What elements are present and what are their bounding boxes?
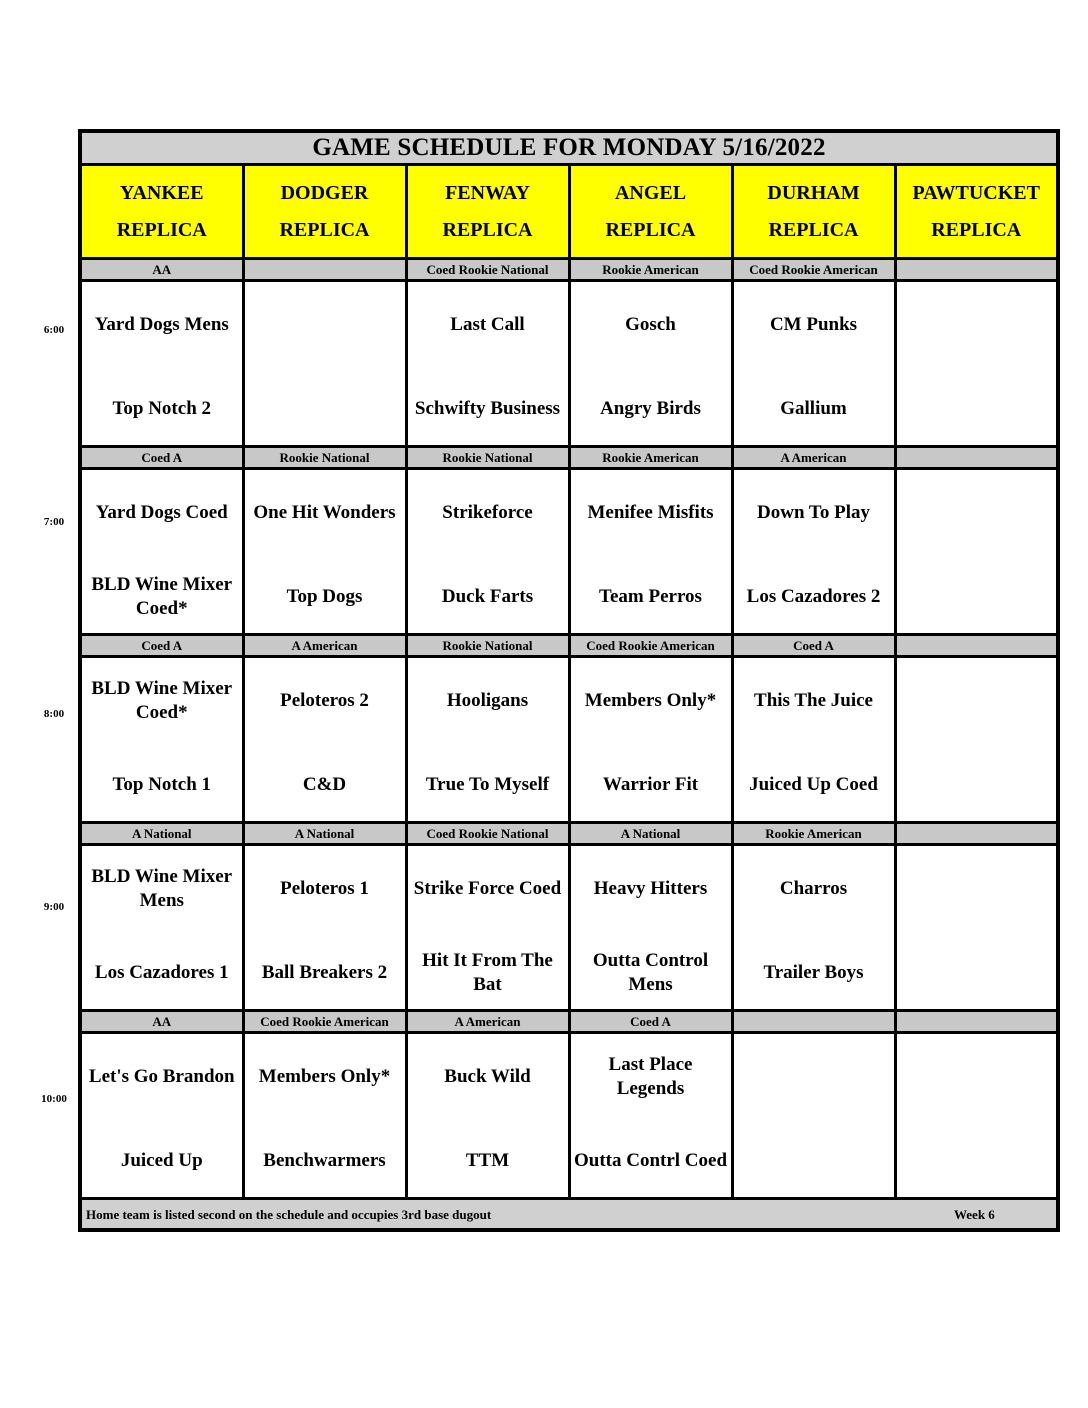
home-team	[897, 758, 1057, 812]
time-label: 7:00	[43, 516, 65, 528]
division-label: Rookie National	[243, 447, 406, 469]
field-header	[80, 165, 243, 259]
game-cell	[569, 281, 732, 447]
division-label: Coed Rookie National	[406, 823, 569, 845]
game-cell	[406, 469, 569, 635]
home-team	[897, 946, 1057, 1000]
game-cell	[895, 845, 1058, 1011]
away-team	[897, 862, 1057, 916]
away-team: Gosch	[625, 314, 676, 335]
division-label: Coed Rookie American	[569, 635, 732, 657]
away-team: Menifee Misfits	[587, 502, 714, 523]
away-team	[897, 1050, 1057, 1104]
field-header	[732, 165, 895, 259]
game-cell	[243, 657, 406, 823]
game-cell	[895, 469, 1058, 635]
division-label: A National	[243, 823, 406, 845]
field-name: YANKEE	[119, 181, 204, 204]
game-row	[80, 281, 1058, 447]
game-cell	[732, 657, 895, 823]
away-team	[245, 298, 405, 352]
away-team: Peloteros 1	[280, 878, 369, 899]
away-team: Buck Wild	[444, 1066, 531, 1087]
division-label: A American	[406, 1011, 569, 1033]
away-team: Hooligans	[446, 690, 529, 711]
division-label	[732, 1011, 895, 1033]
home-team	[897, 382, 1057, 436]
away-team: One Hit Wonders	[253, 502, 396, 523]
game-cell	[80, 281, 243, 447]
field-header	[895, 165, 1058, 259]
division-label: AA	[80, 259, 243, 281]
away-team: Let's Go Brandon	[88, 1066, 235, 1087]
game-cell	[243, 1033, 406, 1199]
division-label	[895, 1011, 1058, 1033]
home-team	[245, 382, 405, 436]
field-name: PAWTUCKET	[912, 181, 1040, 204]
game-cell	[80, 469, 243, 635]
field-name: DURHAM	[767, 181, 860, 204]
game-cell	[406, 1033, 569, 1199]
home-team: BLD Wine Mixer Coed*	[91, 574, 233, 619]
field-name: DODGER	[280, 181, 369, 204]
home-team: C&D	[302, 774, 347, 795]
away-team: Strikeforce	[442, 502, 533, 523]
game-cell	[732, 1033, 895, 1199]
game-row	[80, 469, 1058, 635]
home-team: Schwifty Business	[414, 398, 561, 419]
division-row	[80, 635, 1058, 657]
division-label	[895, 447, 1058, 469]
home-team: Top Dogs	[286, 586, 363, 607]
home-team: Top Notch 1	[112, 774, 212, 795]
away-team: Members Only*	[258, 1066, 391, 1087]
game-cell	[732, 281, 895, 447]
home-team: Gallium	[780, 398, 847, 419]
division-label	[895, 635, 1058, 657]
game-cell	[732, 469, 895, 635]
game-cell	[569, 845, 732, 1011]
game-cell	[406, 657, 569, 823]
away-team: BLD Wine Mixer Coed*	[91, 678, 233, 723]
home-team: Juiced Up Coed	[749, 774, 878, 795]
division-label: AA	[80, 1011, 243, 1033]
home-team: Outta Contrl Coed	[573, 1150, 728, 1171]
division-label: Coed Rookie National	[406, 259, 569, 281]
division-label: A American	[732, 447, 895, 469]
away-team: This The Juice	[754, 690, 873, 711]
home-team: Angry Birds	[600, 398, 701, 419]
away-team: BLD Wine Mixer Mens	[91, 866, 233, 911]
field-subtitle: REPLICA	[931, 218, 1022, 241]
division-label: A National	[569, 823, 732, 845]
home-team	[897, 570, 1057, 624]
home-team: Hit It From The Bat	[422, 950, 553, 995]
home-team: Top Notch 2	[112, 398, 212, 419]
home-team: Juiced Up	[120, 1150, 203, 1171]
field-subtitle: REPLICA	[442, 218, 533, 241]
away-team: Yard Dogs Mens	[94, 314, 229, 335]
field-subtitle: REPLICA	[279, 218, 370, 241]
home-team: TTM	[465, 1150, 510, 1171]
division-label: Coed A	[732, 635, 895, 657]
division-label	[895, 259, 1058, 281]
division-row	[80, 1011, 1058, 1033]
time-label: 8:00	[43, 708, 65, 720]
week-label: Week 6	[954, 1207, 995, 1222]
home-team: Los Cazadores 1	[94, 962, 229, 983]
game-cell	[80, 845, 243, 1011]
game-cell	[569, 469, 732, 635]
away-team: Strike Force Coed	[413, 878, 562, 899]
away-team	[897, 674, 1057, 728]
field-header	[243, 165, 406, 259]
home-team: Benchwarmers	[263, 1150, 386, 1171]
field-subtitle: REPLICA	[116, 218, 207, 241]
away-team: Members Only*	[584, 690, 717, 711]
home-team: Duck Farts	[441, 586, 534, 607]
home-team: Los Cazadores 2	[746, 586, 881, 607]
game-cell	[243, 281, 406, 447]
footer-bar	[80, 1199, 1058, 1231]
field-header	[406, 165, 569, 259]
footer-note: Home team is listed second on the schedule and occupies 3rd base dugout	[86, 1207, 492, 1222]
game-cell	[895, 281, 1058, 447]
field-subtitle: REPLICA	[768, 218, 859, 241]
away-team: Yard Dogs Coed	[95, 502, 228, 523]
division-label: Coed A	[80, 447, 243, 469]
division-label: Rookie American	[569, 259, 732, 281]
footer-row	[80, 1199, 1058, 1231]
field-name: FENWAY	[445, 181, 530, 204]
division-label: Coed Rookie American	[732, 259, 895, 281]
game-cell	[895, 657, 1058, 823]
division-label: A National	[80, 823, 243, 845]
game-cell	[243, 845, 406, 1011]
game-cell	[80, 1033, 243, 1199]
page-title: GAME SCHEDULE FOR MONDAY 5/16/2022	[80, 131, 1058, 165]
away-team: Charros	[779, 878, 848, 899]
division-row	[80, 447, 1058, 469]
away-team	[897, 298, 1057, 352]
field-subtitle: REPLICA	[605, 218, 696, 241]
game-cell	[80, 657, 243, 823]
field-name: ANGEL	[614, 181, 687, 204]
home-team	[897, 1134, 1057, 1188]
field-header-row	[80, 165, 1058, 259]
home-team: Outta Control Mens	[592, 950, 709, 995]
game-row	[80, 1033, 1058, 1199]
division-label	[243, 259, 406, 281]
game-cell	[569, 1033, 732, 1199]
away-team: Down To Play	[757, 502, 870, 523]
game-cell	[243, 469, 406, 635]
game-cell	[406, 281, 569, 447]
division-label: Rookie American	[569, 447, 732, 469]
time-label: 10:00	[41, 1093, 67, 1105]
time-label: 9:00	[43, 901, 65, 913]
division-label: Coed Rookie American	[243, 1011, 406, 1033]
home-team	[734, 1134, 894, 1188]
game-row	[80, 657, 1058, 823]
home-team: Team Perros	[599, 586, 702, 607]
division-row	[80, 823, 1058, 845]
home-team: Warrior Fit	[602, 774, 699, 795]
division-label: Coed A	[569, 1011, 732, 1033]
game-cell	[895, 1033, 1058, 1199]
game-cell	[406, 845, 569, 1011]
home-team: Ball Breakers 2	[261, 962, 388, 983]
game-row	[80, 845, 1058, 1011]
away-team	[734, 1050, 894, 1104]
away-team: Peloteros 2	[280, 690, 369, 711]
division-label: Rookie National	[406, 635, 569, 657]
away-team: CM Punks	[769, 314, 858, 335]
game-cell	[732, 845, 895, 1011]
division-label: Rookie National	[406, 447, 569, 469]
division-label	[895, 823, 1058, 845]
home-team: True To Myself	[425, 774, 550, 795]
away-team: Last Call	[450, 314, 525, 335]
schedule-table	[78, 129, 1060, 1232]
field-header	[569, 165, 732, 259]
away-team: Last Place Legends	[608, 1054, 693, 1099]
division-row	[80, 259, 1058, 281]
away-team: Heavy Hitters	[593, 878, 708, 899]
away-team	[897, 486, 1057, 540]
division-label: Rookie American	[732, 823, 895, 845]
division-label: Coed A	[80, 635, 243, 657]
division-label: A American	[243, 635, 406, 657]
game-cell	[569, 657, 732, 823]
time-label: 6:00	[43, 324, 65, 336]
home-team: Trailer Boys	[763, 962, 864, 983]
